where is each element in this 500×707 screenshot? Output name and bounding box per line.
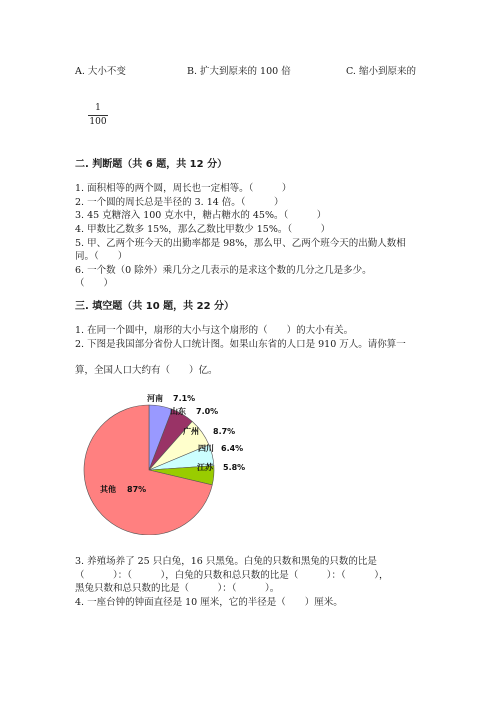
judgment-line: （ ）: [75, 278, 114, 289]
pie-label-1: 山东: [170, 407, 186, 416]
judgment-line: 1. 面积相等的两个圆，周长也一定相等。（ ）: [75, 183, 292, 194]
pie-value-3: 6.4%: [221, 444, 244, 453]
pie-value-1: 7.0%: [196, 407, 219, 416]
fill-line: 2. 下图是我国部分省份人口统计图。如果山东省的人口是 910 万人。请你算一: [75, 339, 406, 350]
pie-value-2: 8.7%: [213, 427, 236, 436]
fill-line: 算，全国人口大约有（ ）亿。: [75, 365, 218, 376]
fraction-numerator: 1: [95, 103, 101, 113]
fill-line: 黑兔只数和总只数的比是（ ）：（ ）。: [75, 583, 280, 594]
option-c: C. 缩小到原来的: [346, 66, 416, 77]
judgment-line: 3. 45 克糖溶入 100 克水中，糖占糖水的 45%。（ ）: [75, 210, 327, 221]
pie-label-2: 广州: [183, 427, 199, 436]
judgment-line: 4. 甲数比乙数多 15%，那么乙数比甲数少 15%。（ ）: [75, 224, 331, 235]
judgment-line: 6. 一个数（0 除外）乘几分之几表示的是求这个数的几分之几是多少。: [75, 265, 372, 276]
pie-value-5: 87%: [127, 485, 147, 494]
judgment-line: 5. 甲、乙两个班今天的出勤率都是 98%，那么甲、乙两个班今天的出勤人数相: [75, 238, 406, 249]
option-a: A. 大小不变: [75, 66, 126, 77]
fraction-denominator: 100: [89, 117, 107, 127]
pie-label-3: 四川: [198, 444, 214, 453]
pie-label-4: 江苏: [197, 463, 213, 472]
judgment-line: 2. 一个圆的周长总是半径的 3. 14 倍。（ ）: [75, 197, 284, 208]
option-b: B. 扩大到原来的 100 倍: [187, 66, 291, 77]
pie-value-4: 5.8%: [223, 463, 246, 472]
pie-label-0: 河南: [147, 394, 163, 403]
section-title-judgment: 二. 判断题（共 6 题，共 12 分）: [75, 159, 228, 170]
fill-line: 1. 在同一个圆中，扇形的大小与这个扇形的（ ）的大小有关。: [75, 325, 354, 336]
pie-label-5: 其他: [100, 485, 116, 494]
fill-line: 4. 一座台钟的钟面直径是 10 厘米，它的半径是（ ）厘米。: [75, 597, 343, 608]
section-title-fill-blank: 三. 填空题（共 10 题，共 22 分）: [75, 301, 235, 312]
fraction-one-hundredth: [88, 103, 108, 128]
fill-line: 3. 养殖场养了 25 只白兔，16 只黑兔。白兔的只数和黑兔的只数的比是: [75, 556, 377, 567]
population-pie-chart: [80, 385, 270, 535]
pie-value-0: 7.1%: [173, 394, 196, 403]
judgment-line: 同。（ ）: [75, 251, 128, 262]
fill-line: （ ）：（ ），白兔的只数和总只数的比是（ ）：（ ），: [75, 570, 389, 581]
fraction-bar: [88, 115, 108, 116]
